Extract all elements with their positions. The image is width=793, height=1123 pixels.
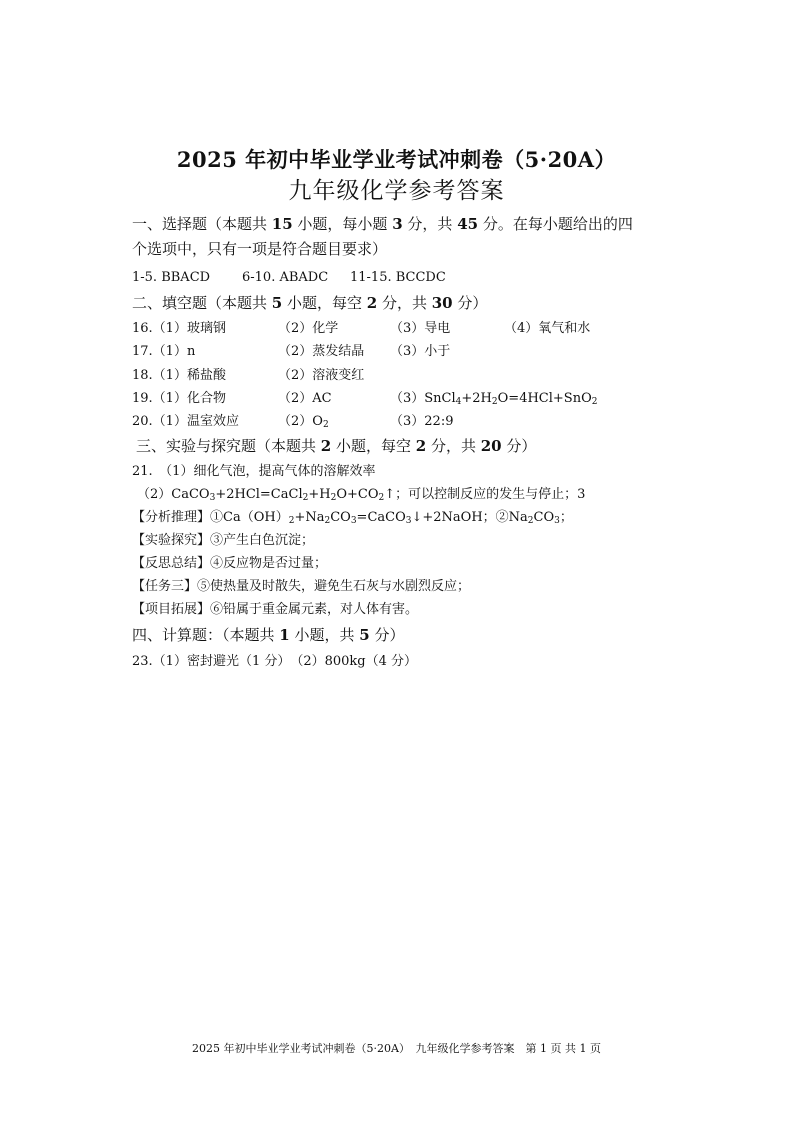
question-21-part2: $(2)CaCO_3+2HCl=CaCl_2+H_2O+CO_2↑$；可以控制反应的发生与停止；3 <box>137 487 586 503</box>
question-21-task3: 【任务三】⑤使热量及时散失，避免生石灰与水剧烈反应； <box>132 579 471 594</box>
answer-sheet-page: 2025 年初中毕业学业考试冲刺卷（5·20A） 九年级化学参考答案 一、选择题（本题共 15 小题，每小题 3 分，共 45 分。在每小题给出的四 个选项中，只有一项是符合题目要求） 1-5. BBACD 6-10. ABADC 11-15. BCCDC 二、填空题（本题共 5 小题，每空 2 分，共 30 分） 16.（1）玻璃钢 （2）化学 （3）导电 （4）氧气和水 17.（1）n （2）蒸发结晶 （3）小于 18.（1）稀盐酸 （2）溶液变红 19.（1）化合物 （2）AC $(3)SnCl_4+2H_2O=4HCl+SnO_2$ 20.（1）温室效应 $(2)O_2$ （3）22:9 三、实验与探究题（本题共 2 小题，每空 2 分，共 20 分） 21. （1）细化气泡，提高气体的溶解效率 $(2)CaCO_3+2HCl=CaCl_2+H_2O+CO_2↑$；可以控制反应的发生与停止；3 【分析推理】$①Ca(OH)_2+Na_2CO_3=CaCO_3↓+2NaOH$；$②Na_2CO_3$； 【实验探究】③产生白色沉淀； 【反思总结】④反应物是否过量； 【任务三】⑤使热量及时散失，避免生石灰与水剧烈反应； 【项目拓展】⑥铅属于重金属元素，对人体有害。 四、计算题：（本题共 1 小题，共 5 分） 23.（1）密封避光（1 分） （2）800kg（4 分） 2025 年初中毕业学业考试冲刺卷（5·20A） 九年级化学参考答案 第 1 页 共 1 页 <box>0 0 793 1123</box>
page-footer: 2025 年初中毕业学业考试冲刺卷（5·20A） 九年级化学参考答案 第 1 页 共 1 页 <box>192 1042 601 1055</box>
section3-heading: 三、实验与探究题（本题共 2 小题，每空 2 分，共 20 分） <box>136 437 537 455</box>
question-21-part1: 21. （1）细化气泡，提高气体的溶解效率 <box>132 464 376 479</box>
answer-key-subtitle: 九年级化学参考答案 <box>288 178 505 204</box>
question-23: 23.（1）密封避光（1 分） （2）800kg（4 分） <box>132 654 418 669</box>
exam-title: 2025 年初中毕业学业考试冲刺卷（5·20A） <box>176 147 617 172</box>
section1-heading: 一、选择题（本题共 15 小题，每小题 3 分，共 45 分。在每小题给出的四 <box>132 215 633 233</box>
answers-1-5: 1-5. BBACD <box>132 270 211 285</box>
question-21-extension: 【项目拓展】⑥铅属于重金属元素，对人体有害。 <box>132 602 419 617</box>
question-21-analysis: 【分析推理】$①Ca(OH)_2+Na_2CO_3=CaCO_3↓+2NaOH$；$②Na_2CO_3$； <box>132 510 573 526</box>
q19-equation: $(3)SnCl_4+2H_2O=4HCl+SnO_2$ <box>390 391 598 407</box>
section2-heading: 二、填空题（本题共 5 小题，每空 2 分，共 30 分） <box>132 294 488 312</box>
answers-11-15: 11-15. BCCDC <box>350 270 446 285</box>
section4-heading: 四、计算题：（本题共 1 小题，共 5 分） <box>132 626 405 644</box>
answers-6-10: 6-10. ABADC <box>242 270 329 285</box>
section1-heading-line2: 个选项中，只有一项是符合题目要求） <box>132 240 388 258</box>
question-21-reflection: 【反思总结】④反应物是否过量； <box>132 556 328 571</box>
question-21-experiment: 【实验探究】③产生白色沉淀； <box>132 533 315 548</box>
